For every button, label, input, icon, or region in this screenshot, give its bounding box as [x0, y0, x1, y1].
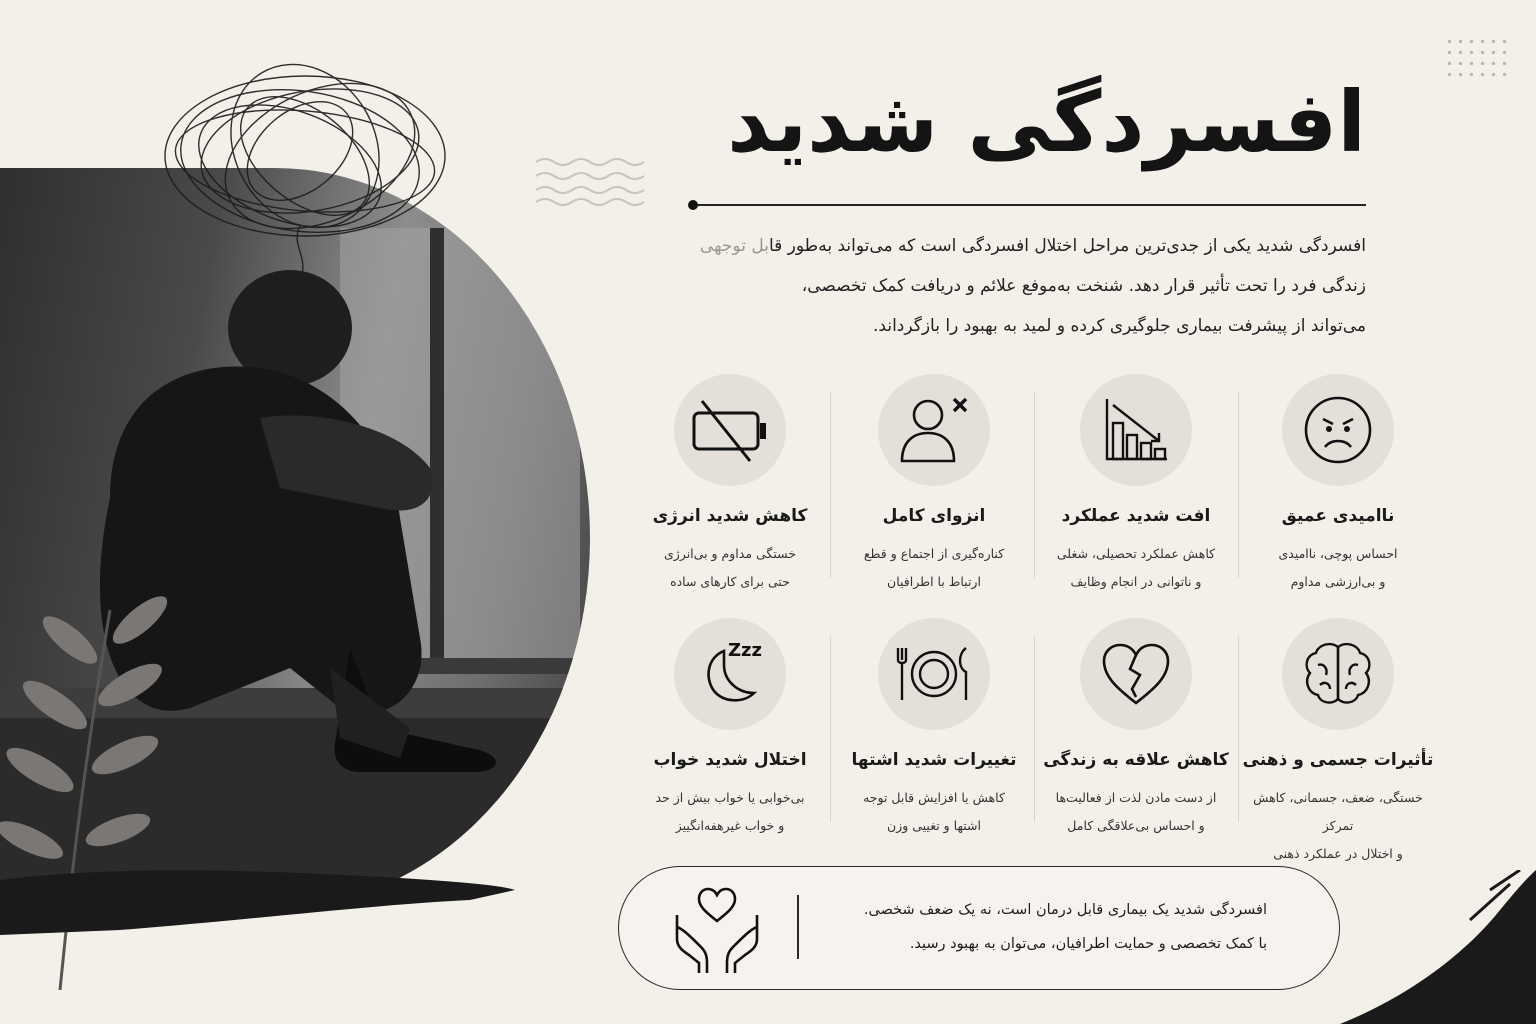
card-complete-isolation — [834, 374, 1034, 596]
card-title: انزوای کامل — [882, 506, 986, 526]
card-desc-line: و احساس بی‌علاقگی کامل — [1067, 818, 1205, 833]
note-line-1: افسردگی شدید یک بیماری قابل درمان است، نه یک ضعف شخصی. — [863, 902, 1267, 918]
card-performance-drop — [1036, 374, 1236, 596]
card-desc-line: ارتباط با اطرافیان — [887, 574, 981, 589]
card-divider — [830, 636, 831, 822]
hands-heart-icon — [669, 881, 765, 977]
card-divider — [1034, 392, 1035, 578]
card-divider — [830, 392, 831, 578]
card-title: کاهش علاقه به زندگی — [1043, 750, 1229, 770]
note-line-2: با کمک تخصصی و حمایت اطرافیان، می‌توان به بهبود رسید. — [909, 936, 1267, 952]
person-remove-icon — [896, 395, 972, 465]
tangled-thoughts-scribble — [140, 56, 470, 290]
card-desc-line: کناره‌گیری از اجتماع و قطع — [863, 546, 1005, 561]
empty-battery-icon — [690, 395, 770, 465]
zzz-label: Zzz — [728, 640, 763, 661]
card-desc-line: و خواب غیرهفه‌انگییز — [675, 818, 785, 833]
card-desc-line: خستگی مداوم و بی‌انرژی — [663, 546, 796, 561]
brain-icon — [1302, 641, 1374, 707]
declining-chart-icon — [1101, 395, 1171, 465]
card-title: افت شدید عملکرد — [1061, 506, 1211, 526]
card-divider — [1034, 636, 1035, 822]
card-appetite-changes — [834, 618, 1034, 840]
page-title: افسردگی شدید — [727, 73, 1366, 171]
intro-line-2: زندگی فرد را تحت تأثیر قرار دهد. شنخت به‌موفع علائم و دریافت کمک تخصصی، — [801, 276, 1366, 296]
card-physical-mental-effects — [1238, 618, 1438, 868]
card-desc-line: بی‌خوابی یا خواب بیش از حد — [655, 790, 805, 805]
card-desc-line: و بی‌ارزشی مداوم — [1290, 574, 1386, 589]
corner-brush-decoration — [1320, 870, 1536, 1024]
title-underline-dot — [688, 200, 698, 210]
card-sleep-disorder — [630, 618, 830, 840]
card-interest-loss — [1036, 618, 1236, 840]
card-desc-line: کاهش یا افزایش قابل توجه — [863, 790, 1005, 805]
intro-paragraph — [690, 226, 1366, 346]
card-deep-hopelessness — [1238, 374, 1438, 596]
card-energy-loss — [630, 374, 830, 596]
intro-line-1-muted: بل توجهی — [699, 236, 769, 256]
card-desc-line: و اختلال در عملکرد ذهنی — [1273, 846, 1403, 861]
card-desc-line: خستگی، ضعف، جسمانی، کاهش تمرکز — [1253, 790, 1423, 833]
title-underline — [692, 204, 1366, 206]
brush-stroke-decoration — [0, 860, 520, 944]
intro-line-1: افسردگی شدید یکی از جدی‌ترین مراحل اختلال افسردگی است که می‌تواند به‌طور قا — [768, 236, 1366, 256]
angry-face-icon — [1303, 395, 1373, 465]
intro-line-3: می‌تواند از پیشرفت بیماری جلوگیری کرده و لمید به بهبود را بازگرداند. — [873, 316, 1366, 336]
card-title: کاهش شدید انرژی — [652, 506, 808, 526]
card-desc-line: و ناتوانی در انجام وظایف — [1070, 574, 1202, 589]
card-desc-line: از دست مادن لذت از فعالیت‌ها — [1055, 790, 1217, 805]
card-desc-line: اشتها و تغییی وزن — [887, 818, 981, 833]
card-desc-line: کاهش عملکرد تحصیلی، شغلی — [1056, 546, 1216, 561]
card-title: تأثیرات جسمی و ذهنی — [1242, 750, 1434, 770]
card-desc-line: احساس پوچی، ناامیدی — [1278, 546, 1398, 561]
card-title: ناامیدی عمیق — [1281, 506, 1395, 526]
dot-grid-decoration — [1444, 36, 1508, 84]
broken-heart-icon — [1100, 641, 1172, 707]
plate-cutlery-icon — [894, 644, 974, 704]
card-title: اختلال شدید خواب — [653, 750, 807, 770]
card-title: تغییرات شدید اشتها — [851, 750, 1017, 770]
hope-message-box — [618, 866, 1340, 990]
card-desc-line: حتی برای کارهای ساده — [670, 574, 790, 589]
